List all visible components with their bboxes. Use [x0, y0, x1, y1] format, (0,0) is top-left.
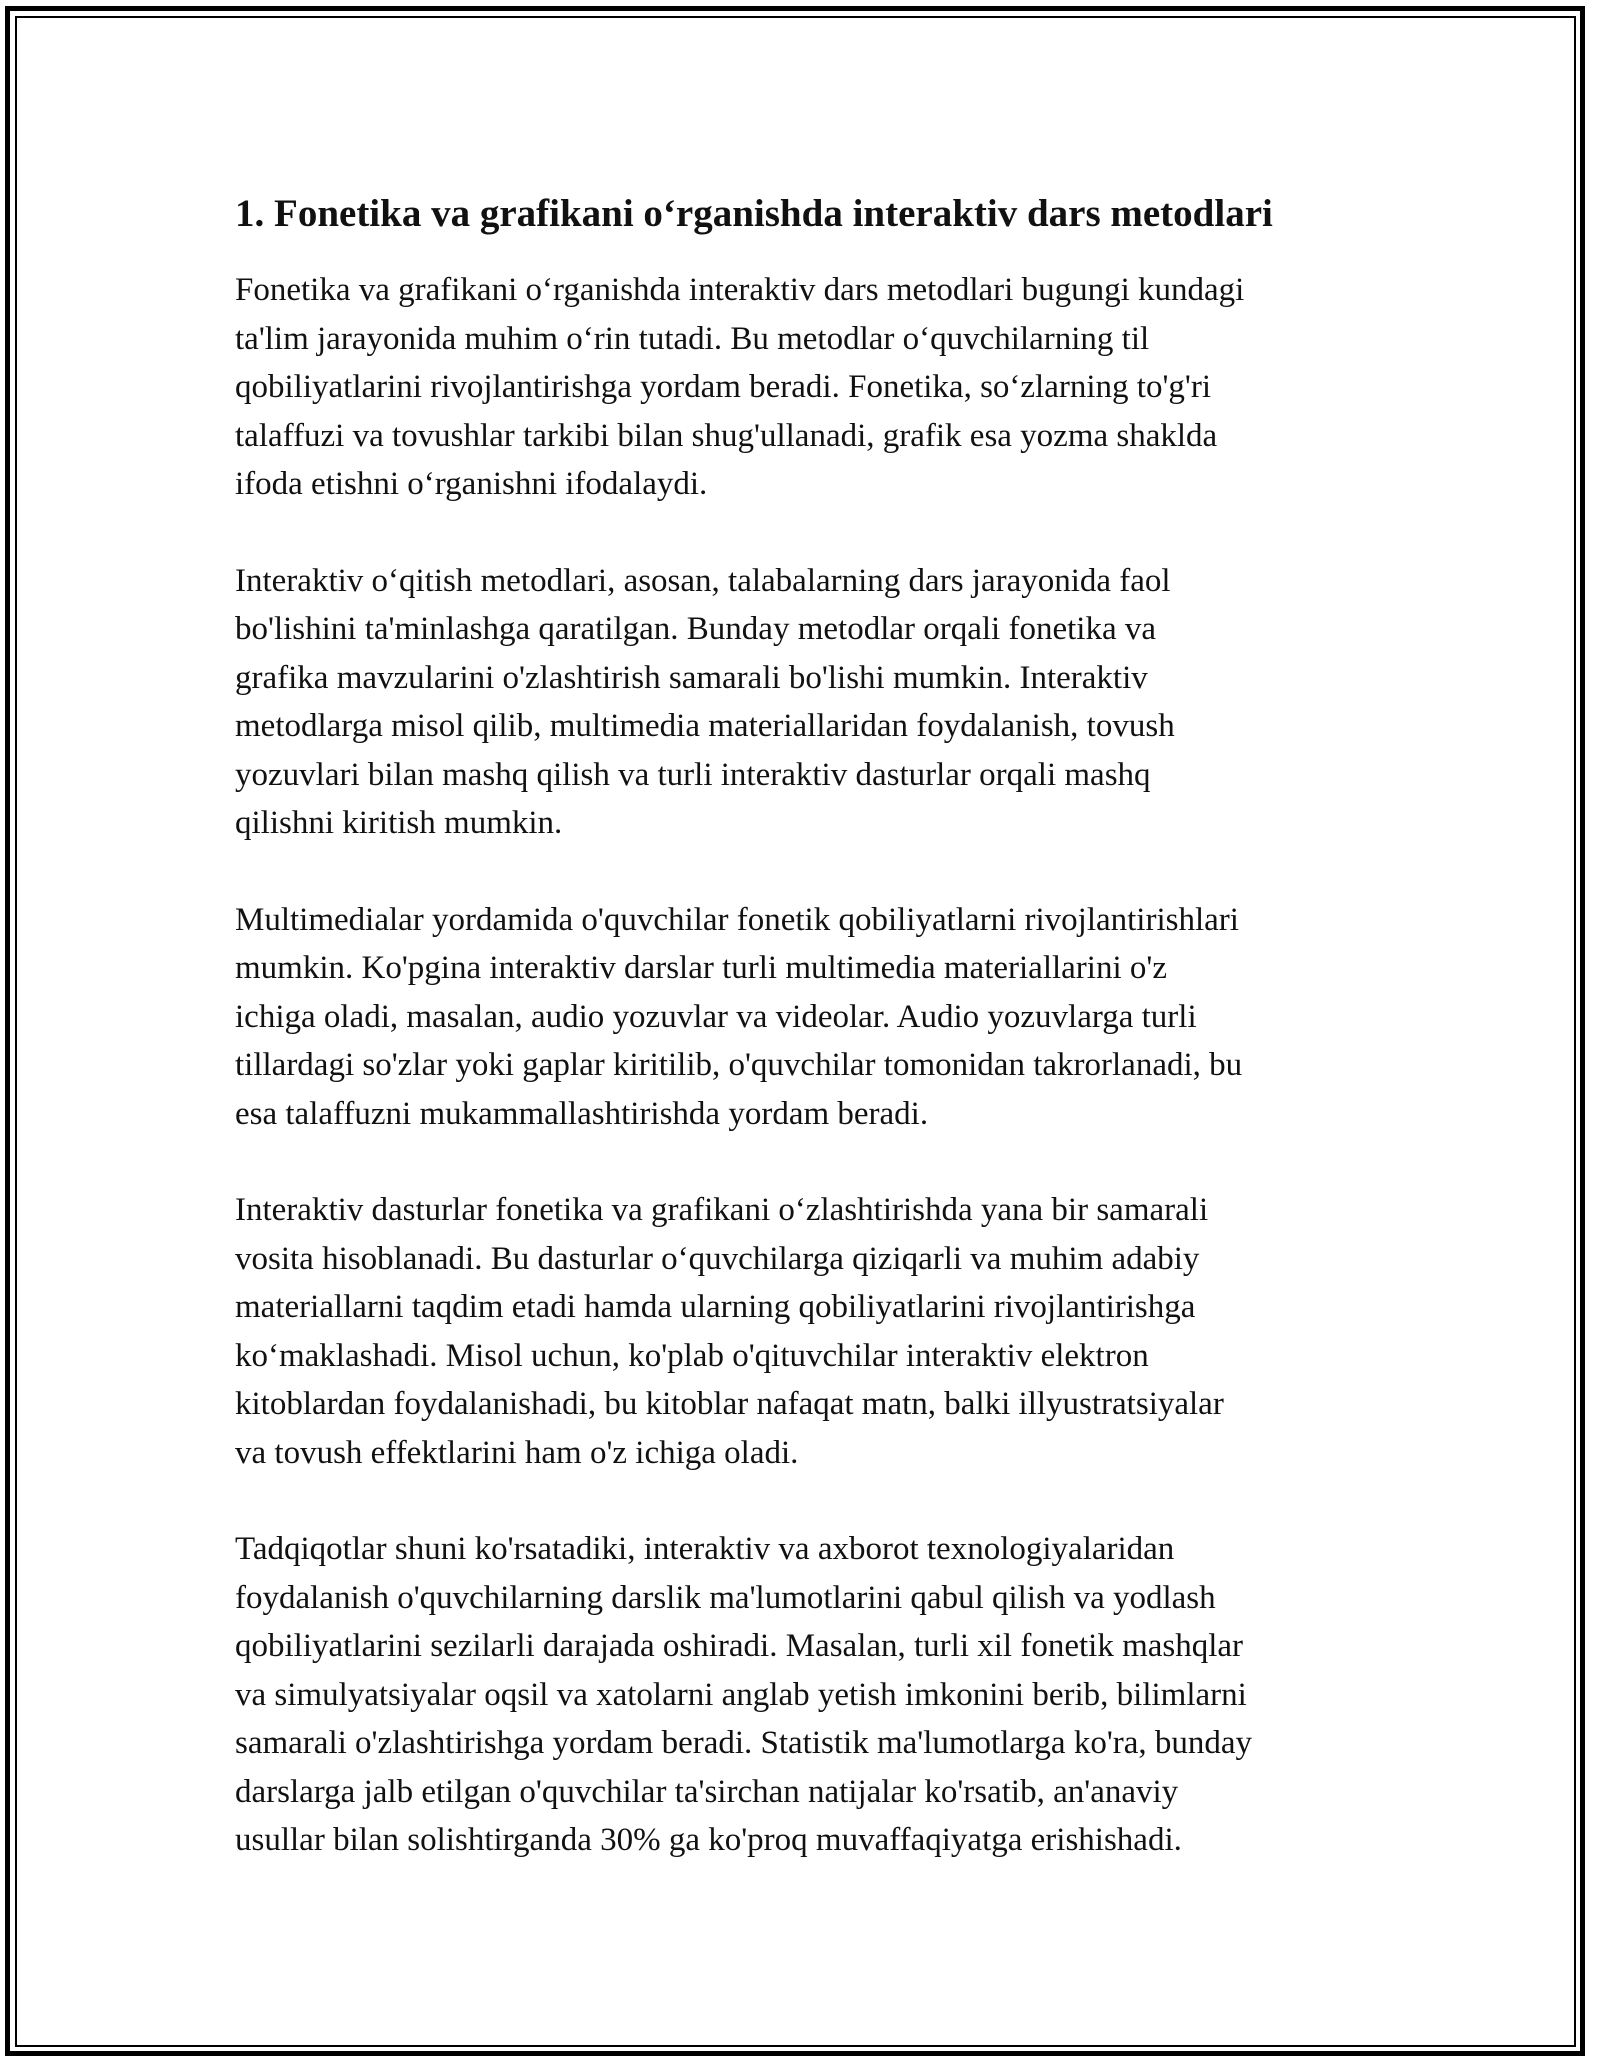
- text-line: va tovush effektlarini ham o'z ichiga oladi.: [235, 1434, 799, 1471]
- text-line: vosita hisoblanadi. Bu dasturlar o‘quvchilarga qiziqarli va muhim adabiy: [235, 1240, 1200, 1277]
- text-line: foydalanish o'quvchilarning darslik ma'lumotlarini qabul qilish va yodlash: [235, 1579, 1216, 1616]
- text-line: yozuvlari bilan mashq qilish va turli interaktiv dasturlar orqali mashq: [235, 756, 1151, 793]
- text-line: ko‘maklashadi. Misol uchun, ko'plab o'qituvchilar interaktiv elektron: [235, 1337, 1149, 1374]
- paragraph-3: [235, 896, 1375, 1139]
- text-line: darslarga jalb etilgan o'quvchilar ta'sirchan natijalar ko'rsatib, an'anaviy: [235, 1773, 1179, 1810]
- text-line: samarali o'zlashtirishga yordam beradi. Statistik ma'lumotlarga ko'ra, bunday: [235, 1725, 1253, 1761]
- text-line: qobiliyatlarini rivojlantirishga yordam beradi. Fonetika, so‘zlarning to'g'ri: [235, 369, 1211, 405]
- text-line: ifoda etishni o‘rganishni ifodalaydi.: [235, 466, 708, 502]
- text-line: talaffuzi va tovushlar tarkibi bilan shug'ullanadi, grafik esa yozma shaklda: [235, 417, 1218, 454]
- paragraph-1: [235, 266, 1375, 509]
- text-line: va simulyatsiyalar oqsil va xatolarni anglab yetish imkonini berib, bilimlarni: [235, 1676, 1247, 1713]
- document-body: [235, 185, 1375, 1913]
- text-line: Interaktiv dasturlar fonetika va grafikani o‘zlashtirishda yana bir samarali: [235, 1192, 1209, 1228]
- paragraph-5: [235, 1525, 1375, 1865]
- paragraph-2: [235, 557, 1375, 848]
- section-heading: 1. Fonetika va grafikani o‘rganishda interaktiv dars metodlari: [235, 192, 1273, 235]
- text-line: metodlarga misol qilib, multimedia materiallaridan foydalanish, tovush: [235, 708, 1175, 744]
- text-line: tillardagi so'zlar yoki gaplar kiritilib, o'quvchilar tomonidan takrorlanadi, bu: [235, 1047, 1243, 1083]
- text-line: qobiliyatlarini sezilarli darajada oshiradi. Masalan, turli xil fonetik mashqlar: [235, 1628, 1244, 1664]
- text-line: esa talaffuzni mukammallashtirishda yordam beradi.: [235, 1095, 929, 1132]
- text-line: bo'lishini ta'minlashga qaratilgan. Bunday metodlar orqali fonetika va: [235, 611, 1156, 647]
- text-line: qilishni kiritish mumkin.: [235, 805, 563, 841]
- text-line: kitoblardan foydalanishadi, bu kitoblar nafaqat matn, balki illyustratsiyalar: [235, 1386, 1224, 1422]
- text-line: ta'lim jarayonida muhim o‘rin tutadi. Bu metodlar o‘quvchilarning til: [235, 320, 1150, 357]
- text-line: Multimedialar yordamida o'quvchilar fonetik qobiliyatlarni rivojlantirishlari: [235, 901, 1239, 938]
- text-line: ichiga oladi, masalan, audio yozuvlar va videolar. Audio yozuvlarga turli: [235, 998, 1197, 1035]
- paragraph-4: [235, 1186, 1375, 1477]
- text-line: materiallarni taqdim etadi hamda ularning qobiliyatlarini rivojlantirishga: [235, 1289, 1196, 1325]
- text-line: Tadqiqotlar shuni ko'rsatadiki, interaktiv va axborot texnologiyalaridan: [235, 1531, 1175, 1567]
- text-line: Interaktiv o‘qitish metodlari, asosan, talabalarning dars jarayonida faol: [235, 562, 1171, 599]
- text-line: usullar bilan solishtirganda 30% ga ko'proq muvaffaqiyatga erishishadi.: [235, 1822, 1182, 1858]
- text-line: Fonetika va grafikani o‘rganishda interaktiv dars metodlari bugungi kundagi: [235, 272, 1245, 308]
- text-line: mumkin. Ko'pgina interaktiv darslar turli multimedia materiallarini o'z: [235, 950, 1167, 986]
- text-line: grafika mavzularini o'zlashtirish samarali bo'lishi mumkin. Interaktiv: [235, 659, 1148, 696]
